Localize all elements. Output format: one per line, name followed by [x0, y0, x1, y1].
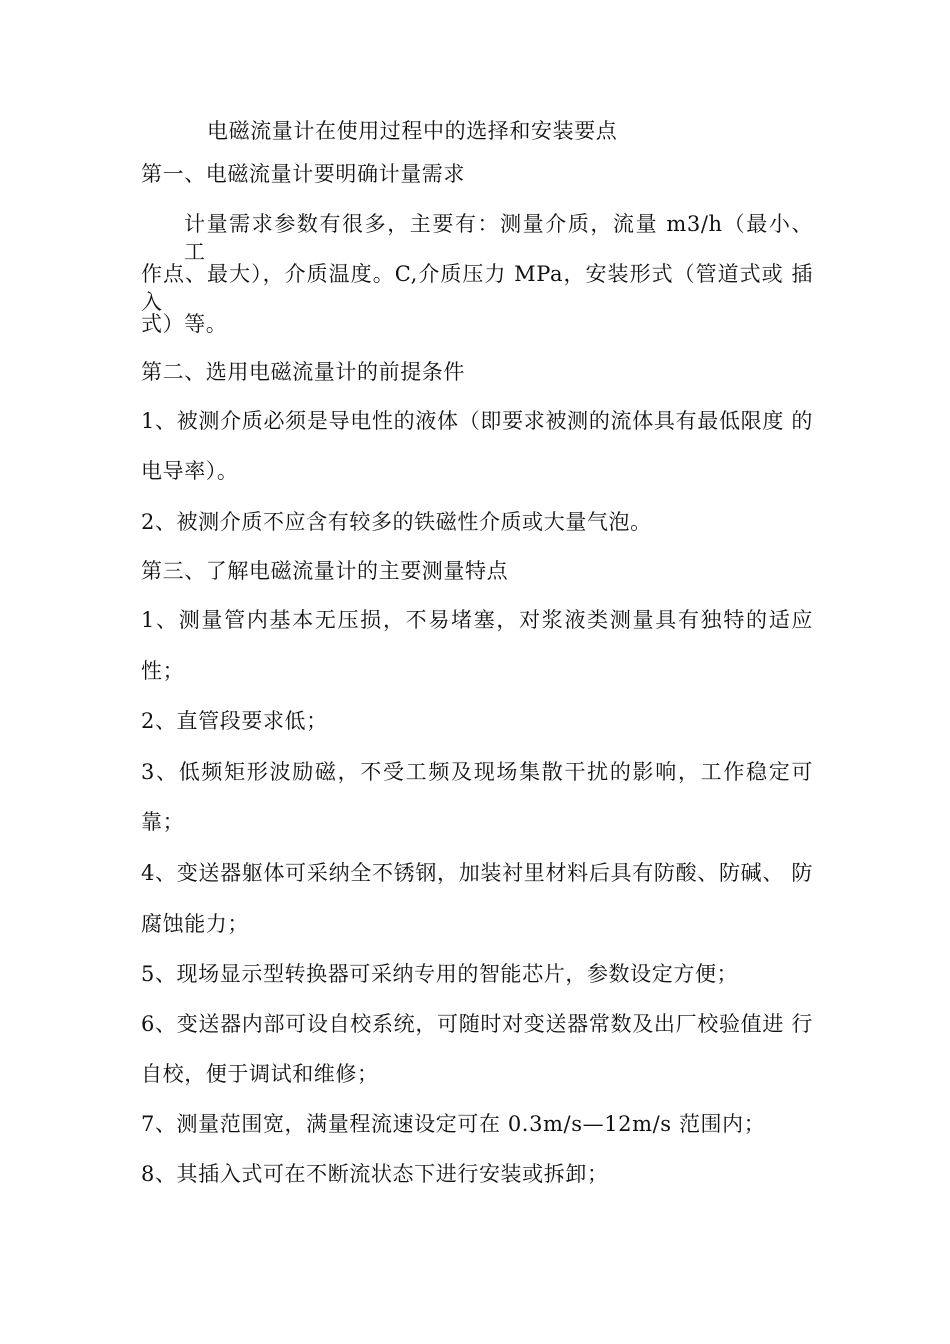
list-item: 4、变送器躯体可采纳全不锈钢，加装衬里材料后具有防酸、防碱、 防 [141, 861, 813, 885]
list-item: 2、直管段要求低； [141, 709, 328, 733]
section-heading: 第三、了解电磁流量计的主要测量特点 [141, 559, 509, 583]
list-item: 5、现场显示型转换器可采纳专用的智能芯片，参数设定方便； [141, 962, 739, 986]
document-title: 电磁流量计在使用过程中的选择和安装要点 [207, 119, 618, 143]
list-item-continuation: 自校，便于调试和维修； [141, 1062, 379, 1086]
paragraph-line: 式）等。 [141, 312, 228, 336]
list-item-continuation: 靠； [141, 810, 185, 834]
section-heading: 第一、电磁流量计要明确计量需求 [141, 162, 465, 186]
list-item-continuation: 电导率）。 [141, 459, 239, 483]
section-heading: 第二、选用电磁流量计的前提条件 [141, 360, 465, 384]
list-item: 7、测量范围宽，满量程流速设定可在 0.3m/s—12m/s 范围内； [141, 1112, 766, 1136]
list-item: 1、测量管内基本无压损，不易堵塞，对浆液类测量具有独特的适应 [141, 608, 813, 632]
list-item: 6、变送器内部可设自校系统，可随时对变送器常数及出厂校验值进 行 [141, 1012, 813, 1036]
paragraph-line: 计量需求参数有很多，主要有：测量介质，流量 m3/h（最小、 工 [184, 212, 813, 264]
list-item: 2、被测介质不应含有较多的铁磁性介质或大量气泡。 [141, 510, 652, 534]
list-item: 8、其插入式可在不断流状态下进行安装或拆卸； [141, 1162, 609, 1186]
paragraph-line: 作点、最大），介质温度。C,介质压力 MPa，安装形式（管道式或 插入 [141, 262, 813, 314]
list-item-continuation: 性； [141, 659, 185, 683]
list-item: 3、低频矩形波励磁，不受工频及现场集散干扰的影响，工作稳定可 [141, 760, 813, 784]
list-item-continuation: 腐蚀能力； [141, 912, 249, 936]
list-item: 1、被测介质必须是导电性的液体（即要求被测的流体具有最低限度 的 [141, 409, 813, 433]
